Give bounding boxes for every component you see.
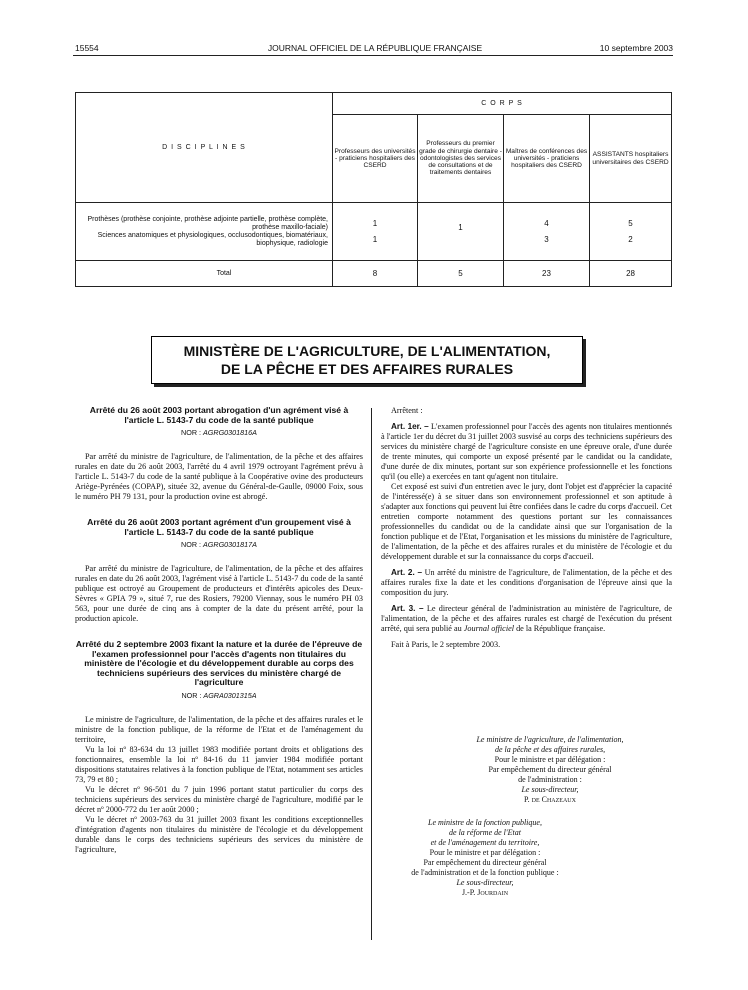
rows-labels — [76, 203, 333, 261]
arretent: Arrêtent : — [391, 406, 423, 415]
col-header-assistants: ASSISTANTS hospitaliers universitaires des CSERD — [590, 115, 672, 203]
ministry-line-1: MINISTÈRE DE L'AGRICULTURE, DE L'ALIMENTATION, — [183, 343, 551, 359]
article-2: Art. 2. – Un arrêté du ministre de l'agriculture, de l'alimentation, de la pêche et des affaires rurales fixe la date et les conditions d'organisation de l'épreuve ainsi que la composition du jury. — [381, 568, 672, 597]
disciplines-header: D I S C I P L I N E S — [76, 93, 333, 203]
cell-col2 — [418, 203, 504, 261]
arrete-2-title: Arrêté du 26 août 2003 portant agrément d'un groupement visé à l'article L. 5143-7 du code de la santé publique — [87, 517, 351, 537]
total-cell: 23 — [504, 261, 590, 287]
cell-col3 — [504, 203, 590, 261]
signatory-name: P. de Chazeaux — [524, 795, 576, 804]
cell-col4 — [590, 203, 672, 261]
arrete-2-nor: NOR : AGRG0301817A — [181, 540, 257, 549]
article-2-label: Art. 2. – — [391, 568, 423, 577]
arrete-3-para-3: Vu le décret nº 96-501 du 7 juin 1996 portant statut particulier du corps des techniciens supérieurs des services du ministère chargé de l'agriculture, modifié par le décret nº 2000-772 du 1er août 2000 ; — [75, 784, 363, 814]
table-cell: 5 — [628, 219, 633, 229]
col-header-mcu-ph: Maîtres de conférences des universités - praticiens hospitaliers des CSERD — [504, 115, 590, 203]
header-rule — [73, 55, 673, 56]
total-label: Total — [76, 261, 333, 287]
article-3-label: Art. 3. – — [391, 604, 424, 613]
signature-block-2: Le ministre de la fonction publique, de la réforme de l'Etat et de l'aménagement du territoire, Pour le ministre et par délégation : Par empêchement du directeur général de l'administration et de la fonction publique : Le sous-directeur, J.-P. Jourdain — [380, 818, 590, 898]
signatory-name: J.-P. Jourdain — [461, 888, 509, 897]
table-cell: 3 — [544, 234, 549, 244]
arrete-1-title: Arrêté du 26 août 2003 portant abrogation d'un agrément visé à l'article L. 5143-7 du code de la santé publique — [89, 405, 349, 425]
right-column — [381, 406, 672, 650]
arrete-3-para-2: Vu la loi nº 83-634 du 13 juillet 1983 modifiée portant droits et obligations des fonctionnaires, ensemble la loi nº 84-16 du 11 janvier 1984 modifiée portant dispositions statutaires relatives à la fonction publique de l'Etat, notamment ses articles 73, 79 et 80 ; — [75, 744, 363, 784]
table-cell: 2 — [628, 234, 633, 244]
arrete-1-nor: NOR : AGRG0301816A — [181, 428, 257, 437]
ministry-line-2: DE LA PÊCHE ET DES AFFAIRES RURALES — [220, 361, 514, 377]
journal-title: JOURNAL OFFICIEL DE LA RÉPUBLIQUE FRANÇAISE — [267, 43, 483, 53]
arrete-3-para-1: Le ministre de l'agriculture, de l'alimentation, de la pêche et des affaires rurales et le ministre de la fonction publique, de la réforme de l'Etat et de l'aménagement du territoire, — [75, 714, 363, 744]
ministry-banner — [151, 336, 583, 384]
article-1-label: Art. 1er. – — [391, 422, 429, 431]
article-1: Art. 1er. – L'examen professionnel pour l'accès des agents non titulaires mentionnés à l'article 1er du décret du 31 juillet 2003 susvisé au corps des techniciens supérieurs des services du ministère chargé de l'agriculture consiste en une épreuve orale, d'une durée de trente minutes, qui comporte un exposé présenté par le candidat ou la candidate, d'une durée de dix minutes, portant sur son expérience professionnelle et les fonctions qu'il (ou elle) a exercées en tant qu'agent non titulaire. — [381, 422, 672, 481]
row-label-sciences: Sciences anatomiques et physiologiques, occlusodontiques, biomatériaux, biophysique, radiologie — [97, 231, 328, 247]
cell-col1 — [333, 203, 418, 261]
signature-block-1: Le ministre de l'agriculture, de l'alimentation, de la pêche et des affaires rurales, Pour le ministre et par délégation : Par empêchement du directeur général de l'administration : Le sous-directeur, P. de Chazeaux — [430, 735, 670, 805]
row-label-protheses: Prothèses (prothèse conjointe, prothèse adjointe partielle, prothèse complète, prothèse maxillo-faciale) — [87, 215, 328, 231]
issue-date: 10 septembre 2003 — [599, 43, 673, 53]
arrete-3-title: Arrêté du 2 septembre 2003 fixant la nature et la durée de l'épreuve de l'examen professionnel pour l'accès d'agents non titulaires du ministère de l'écologie et du développement durable au corps des techniciens supérieurs des services du ministère chargé de l'agriculture — [75, 639, 363, 687]
corps-table — [75, 92, 672, 287]
arrete-3-para-4: Vu le décret nº 2003-763 du 31 juillet 2003 fixant les conditions exceptionnelles d'intégration d'agents non titulaires du ministère de l'écologie et du développement durable dans le corps des techniciens supérieurs des services du ministère de l'agriculture, — [75, 814, 363, 854]
article-3: Art. 3. – Le directeur général de l'administration au ministère de l'agriculture, de l'alimentation, de la pêche et des affaires rurales est chargé de l'exécution du présent arrêté, qui sera publié au Journal officiel de la République française. — [381, 604, 672, 633]
arrete-1-text: Par arrêté du ministre de l'agriculture, de l'alimentation, de la pêche et des affaires rurales en date du 26 août 2003, l'arrêté du 4 avril 1979 octroyant l'agrément prévu à l'article L. 5143-7 du code de la santé publique à la Coopérative ovine des producteurs Ariège-Pyrénées (COPAP), située 32, avenue du Général-de-Gaulle, 09000 Foix, sous le numéro PH 79 131, pour la production ovine est abrogé. — [75, 452, 363, 501]
page-number: 15554 — [75, 43, 99, 53]
article-1-para-2: Cet exposé est suivi d'un entretien avec le jury, dont l'objet est d'apprécier la capacité de l'intéressé(e) à se situer dans son environnement professionnel et son aptitude à s'adapter aux fonctions qui peuvent lui être confiées dans le cadre du corps d'accueil. Cet entretien comporte notamment des questions portant sur les connaissances professionnelles du candidat ou de la candidate ainsi que sur l'organisation de la fonction publique et de l'Etat, l'organisation et les missions du ministère de l'agriculture, de l'alimentation, de la pêche et des affaires rurales et du ministère de l'écologie et du développement durable et sur la connaissance du corps d'accueil. — [381, 482, 672, 561]
total-cell: 28 — [590, 261, 672, 287]
fait-a-paris: Fait à Paris, le 2 septembre 2003. — [391, 640, 501, 649]
column-divider — [371, 408, 372, 940]
total-cell: 8 — [333, 261, 418, 287]
corps-header: C O R P S — [333, 93, 672, 115]
col-header-pu-ph: Professeurs des universités - praticiens hospitaliers des CSERD — [333, 115, 418, 203]
table-cell: 4 — [544, 219, 549, 229]
table-cell: 1 — [372, 234, 378, 244]
total-cell: 5 — [418, 261, 504, 287]
left-column — [75, 406, 363, 855]
col-header-odontologistes: Professeurs du premier grade de chirurgie dentaire - odontologistes des services de consultations et de traitements dentaires — [418, 115, 504, 203]
table-cell: 1 — [458, 222, 463, 232]
arrete-3-nor: NOR : AGRA0301315A — [181, 690, 257, 700]
arrete-2-text: Par arrêté du ministre de l'agriculture, de l'alimentation, de la pêche et des affaires rurales en date du 26 août 2003, l'agrément visé à l'article L. 5143-7 du code de la santé publique est octroyé au Groupement de producteurs et d'intérêts apicoles des Deux-Sèvres « GPIA 79 », situé 7, rue des Rosiers, 79200 Viennay, sous le numéro PH 03 563, pour une durée de cinq ans à compter de la date du présent arrêté, pour la production apicole. — [75, 564, 363, 623]
table-cell: 1 — [372, 219, 378, 229]
